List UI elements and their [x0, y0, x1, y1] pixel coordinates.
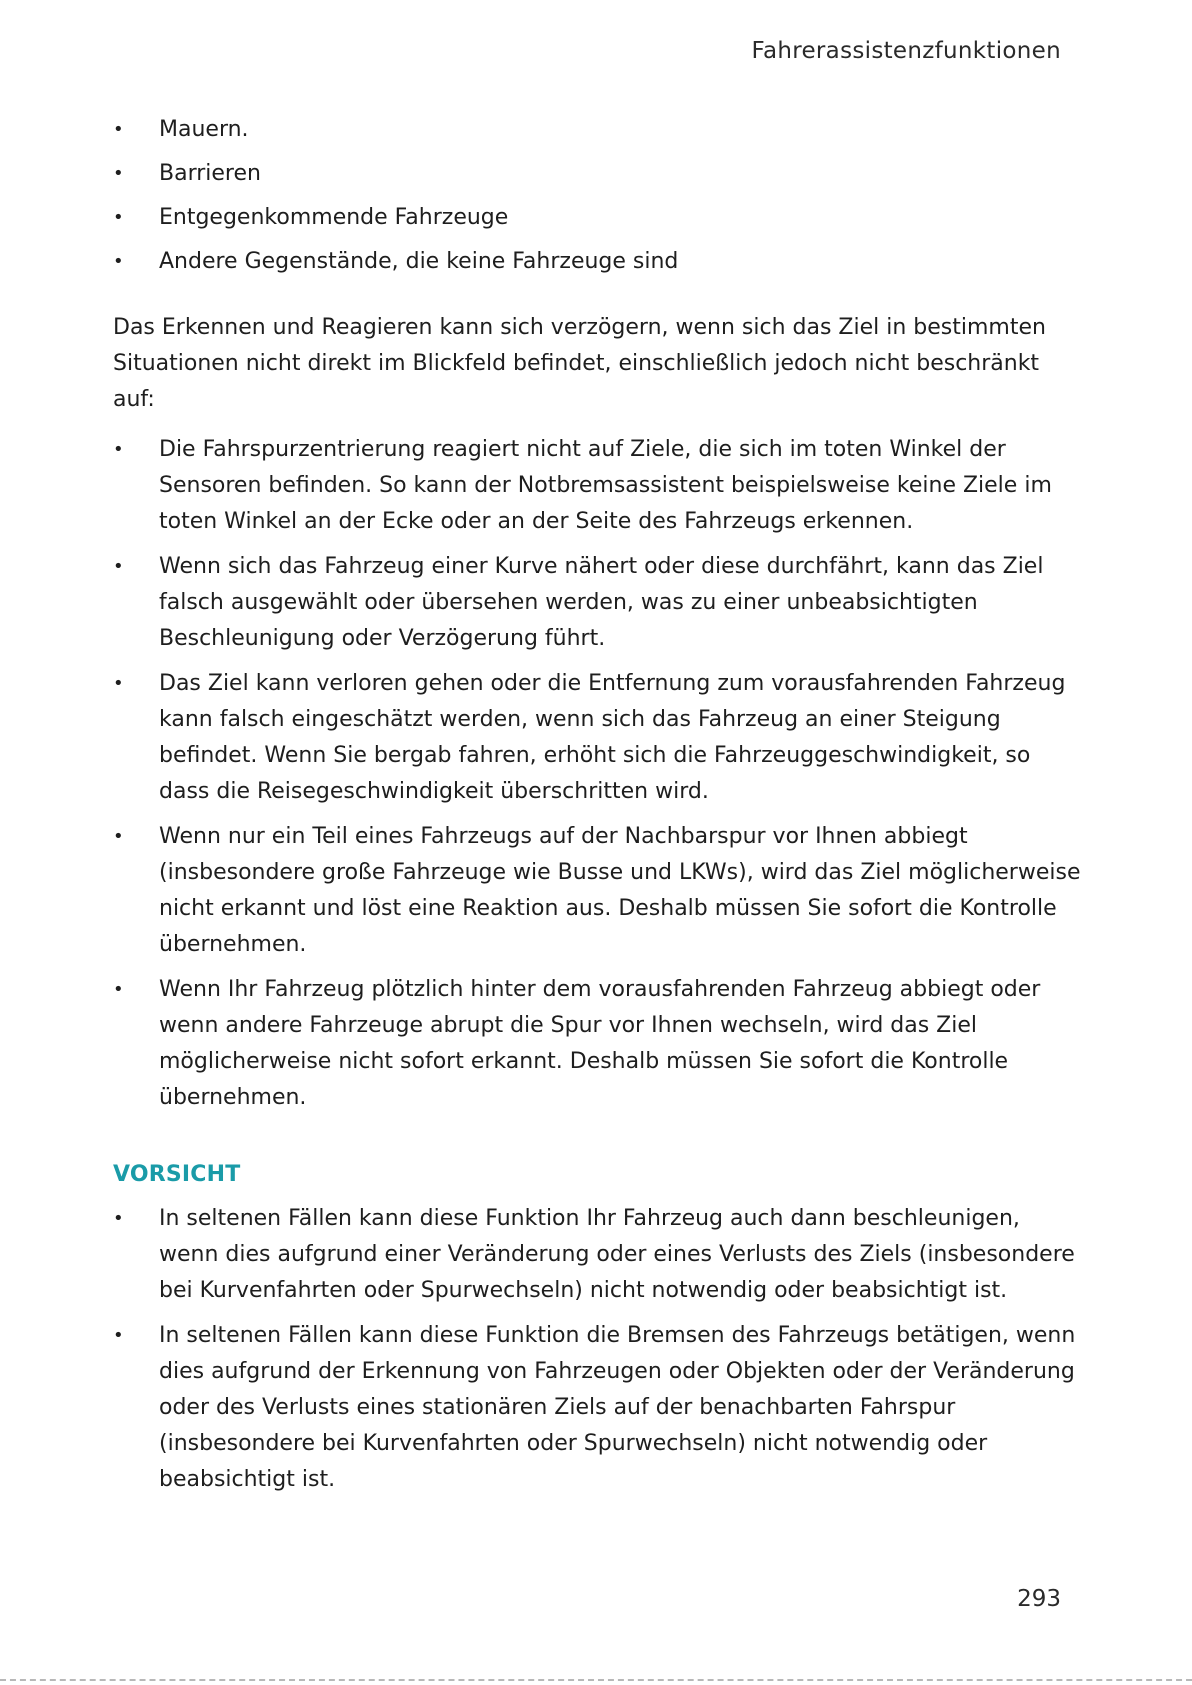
caution-heading: VORSICHT [113, 1162, 241, 1187]
page-bottom-rule [0, 1679, 1192, 1681]
list-item: • Wenn Ihr Fahrzeug plötzlich hinter dem vorausfahrenden Fahrzeug abbiegt oder wenn andere Fahrzeuge abrupt die Spur vor Ihnen wechseln, wird das Ziel möglicherweise nicht sofort erkannt. Deshalb müssen Sie sofort die Kontrolle übernehmen. [113, 972, 1083, 1116]
page-content [113, 112, 1083, 1507]
situation-list [113, 432, 1083, 1116]
list-item: • Die Fahrspurzentrierung reagiert nicht auf Ziele, die sich im toten Winkel der Sensoren befinden. So kann der Notbremsassistent beispielsweise keine Ziele im toten Winkel an der Ecke oder an der Seite des Fahrzeugs erkennen. [113, 432, 1083, 540]
list-item: • In seltenen Fällen kann diese Funktion die Bremsen des Fahrzeugs betätigen, wenn dies aufgrund der Erkennung von Fahrzeugen oder Objekten oder der Veränderung oder des Verlusts eines stationären Ziels auf der benachbarten Fahrspur (insbesondere bei Kurvenfahrten oder Spurwechseln) nicht notwendig oder beabsichtigt ist. [113, 1318, 1083, 1498]
list-item: • Mauern. [113, 112, 1083, 148]
page-number: 293 [1017, 1586, 1061, 1612]
list-item: • Barrieren [113, 156, 1083, 192]
list-item: • Andere Gegenstände, die keine Fahrzeuge sind [113, 244, 1083, 280]
caution-list [113, 1201, 1083, 1498]
list-item: • Das Ziel kann verloren gehen oder die Entfernung zum vorausfahrenden Fahrzeug kann falsch eingeschätzt werden, wenn sich das Fahrzeug an einer Steigung befindet. Wenn Sie bergab fahren, erhöht sich die Fahrzeuggeschwindigkeit, so dass die Reisegeschwindigkeit überschritten wird. [113, 666, 1083, 810]
obstacle-list [113, 112, 1083, 280]
list-item: • Wenn sich das Fahrzeug einer Kurve nähert oder diese durchfährt, kann das Ziel falsch ausgewählt oder übersehen werden, was zu einer unbeabsichtigten Beschleunigung oder Verzögerung führt. [113, 549, 1083, 657]
intro-paragraph: Das Erkennen und Reagieren kann sich verzögern, wenn sich das Ziel in bestimmten Situationen nicht direkt im Blickfeld befindet, einschließlich jedoch nicht beschränkt auf: [113, 315, 1046, 412]
list-item: • Entgegenkommende Fahrzeuge [113, 200, 1083, 236]
list-item: • In seltenen Fällen kann diese Funktion Ihr Fahrzeug auch dann beschleunigen, wenn dies aufgrund einer Veränderung oder eines Verlusts des Ziels (insbesondere bei Kurvenfahrten oder Spurwechseln) nicht notwendig oder beabsichtigt ist. [113, 1201, 1083, 1309]
page-header-title: Fahrerassistenzfunktionen [751, 38, 1061, 64]
list-item: • Wenn nur ein Teil eines Fahrzeugs auf der Nachbarspur vor Ihnen abbiegt (insbesondere große Fahrzeuge wie Busse und LKWs), wird das Ziel möglicherweise nicht erkannt und löst eine Reaktion aus. Deshalb müssen Sie sofort die Kontrolle übernehmen. [113, 819, 1083, 963]
